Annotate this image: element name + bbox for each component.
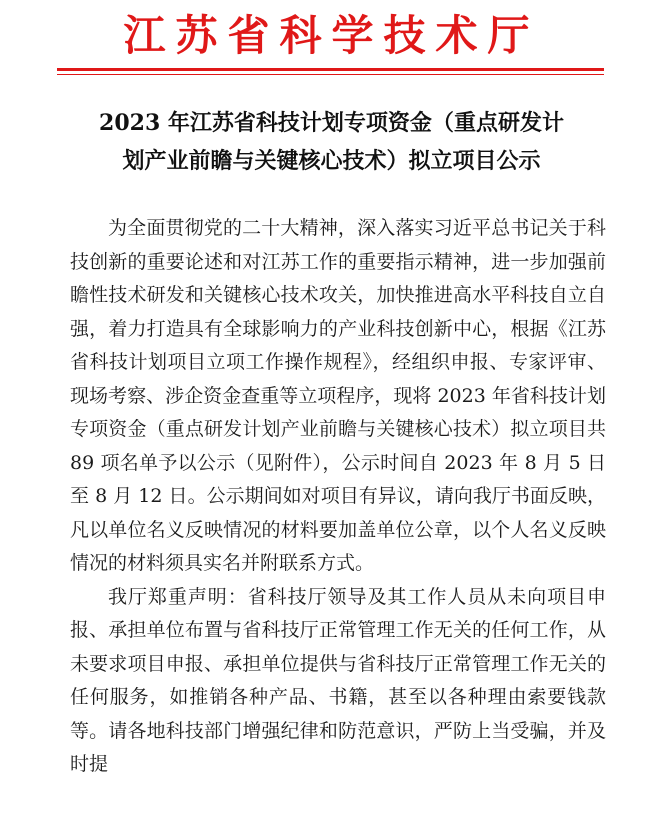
document-title-line-2: 划产业前瞻与关键核心技术）拟立项目公示: [122, 148, 541, 174]
body-paragraph-2: 我厅郑重声明：省科技厅领导及其工作人员从未向项目申报、承担单位布置与省科技厅正常管理工作无关的任何工作，从未要求项目申报、承担单位提供与省科技厅正常管理工作无关的任何服务，如推销各种产品、书籍，甚至以各种理由索要钱款等。请各地科技部门增强纪律和防范意识，严防上当受骗，并及时提: [70, 585, 606, 775]
document-title: [70, 104, 593, 180]
document-title-line-1: 2023 年江苏省科技计划专项资金（重点研发计: [99, 110, 564, 136]
agency-name: 江苏省科学技术厅: [123, 11, 540, 60]
letterhead-rule-thin: [57, 74, 604, 75]
document-body: [70, 212, 606, 782]
body-paragraph-1: 为全面贯彻党的二十大精神，深入落实习近平总书记关于科技创新的重要论述和对江苏工作的重要指示精神，进一步加强前瞻性技术研发和关键核心技术攻关，加快推进高水平科技自立自强，着力打造具有全球影响力的产业科技创新中心，根据《江苏省科技计划项目立项工作操作规程》，经组织申报、专家评审、现场考察、涉企资金查重等立项程序，现将 2023 年省科技计划专项资金（重点研发计划产业前瞻与关键核心技术）拟立项目共 89 项名单予以公示（见附件），公示时间自 2023 年 8 月 5 日至 8 月 12 日。公示期间如对项目有异议，请向我厅书面反映，凡以单位名义反映情况的材料要加盖单位公章，以个人名义反映情况的材料须具实名并附联系方式。: [70, 217, 606, 574]
letterhead-rule-thick: [57, 68, 604, 71]
letterhead: [0, 0, 663, 84]
